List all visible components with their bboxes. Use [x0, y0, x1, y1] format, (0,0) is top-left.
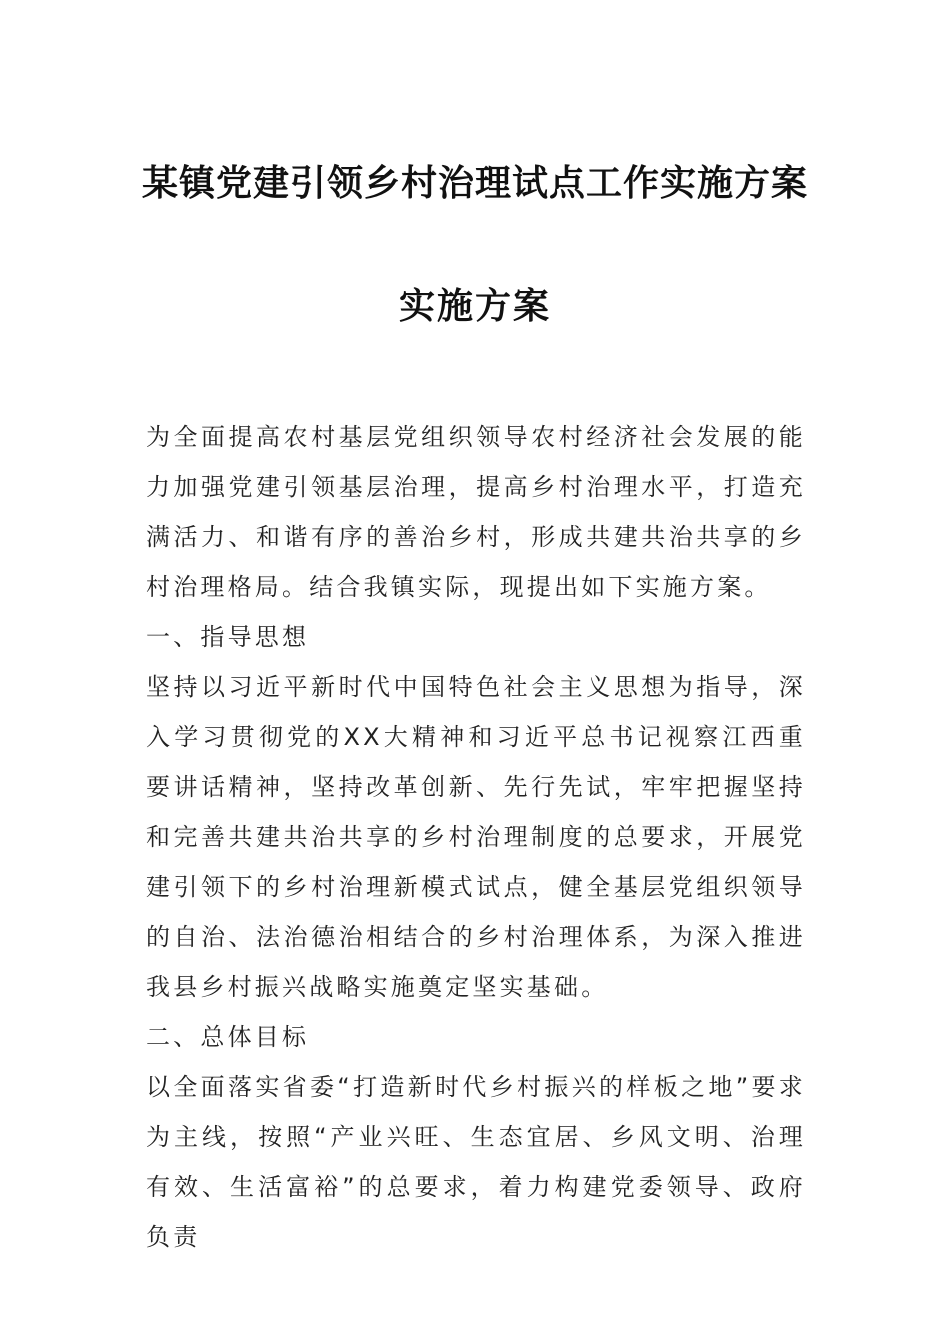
document-title: 某镇党建引领乡村治理试点工作实施方案 [141, 162, 808, 204]
document-body [146, 412, 806, 1262]
section-heading-overall-goal: 二、总体目标 [146, 1023, 310, 1051]
section-body-overall-goal: 以全面落实省委“打造新时代乡村振兴的样板之地”要求为主线，按照“产业兴旺、生态宜居、乡风文明、治理有效、生活富裕”的总要求，着力构建党委领导、政府负责 [146, 1073, 806, 1251]
section-body-guiding-ideology: 坚持以习近平新时代中国特色社会主义思想为指导，深入学习贯彻党的XX大精神和习近平总书记视察江西重要讲话精神，坚持改革创新、先行先试，牢牢把握坚持和完善共建共治共享的乡村治理制度的总要求，开展党建引领下的乡村治理新模式试点，健全基层党组织领导的自治、法治德治相结合的乡村治理体系，为深入推进我县乡村振兴战略实施奠定坚实基础。 [146, 673, 806, 1001]
document-subtitle: 实施方案 [398, 285, 551, 327]
section-heading-guiding-ideology: 一、指导思想 [146, 623, 310, 651]
intro-paragraph: 为全面提高农村基层党组织领导农村经济社会发展的能力加强党建引领基层治理，提高乡村治理水平，打造充满活力、和谐有序的善治乡村，形成共建共治共享的乡村治理格局。结合我镇实际，现提出如下实施方案。 [146, 423, 806, 601]
